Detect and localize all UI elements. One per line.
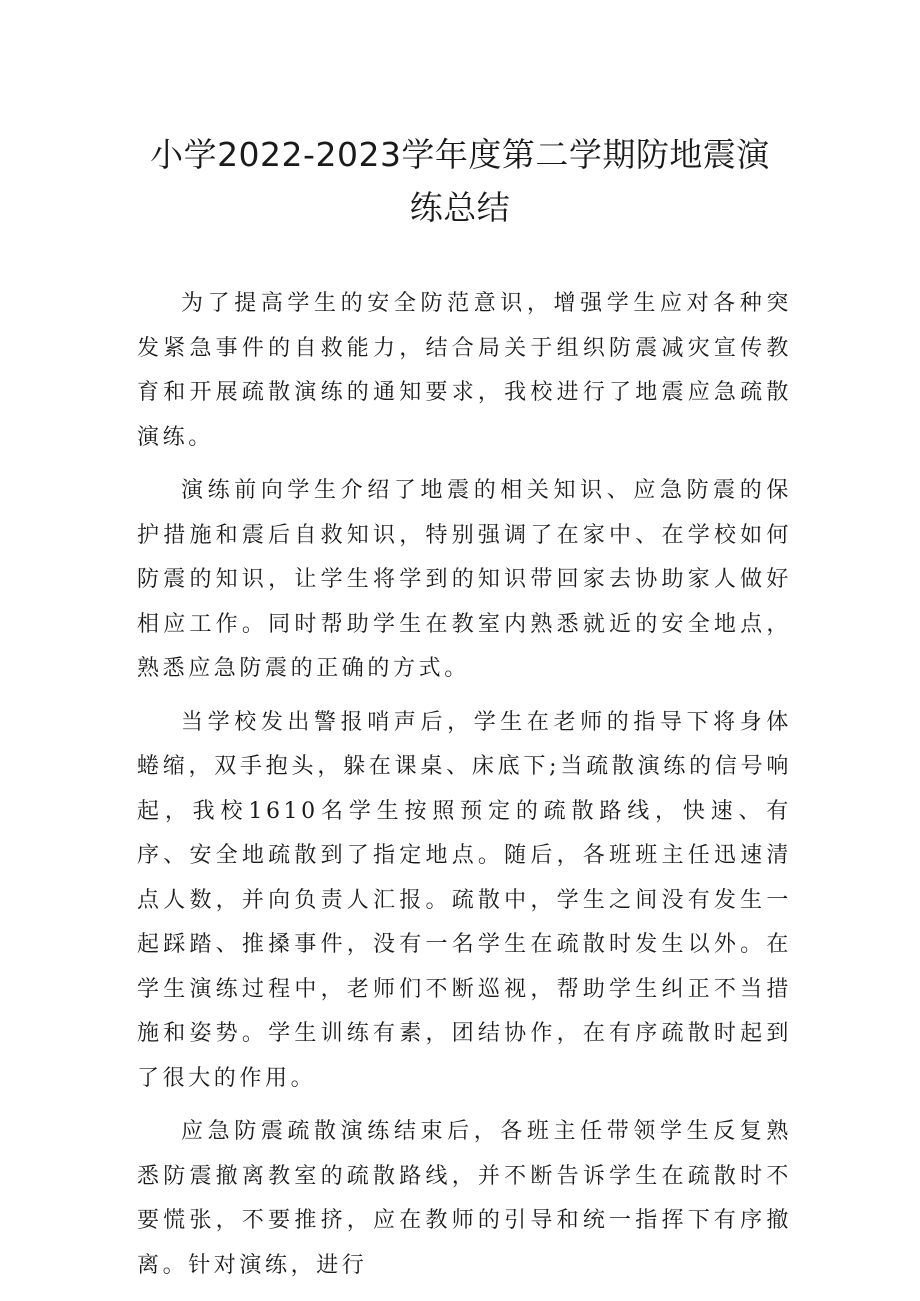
paragraph-3: 当学校发出警报哨声后，学生在老师的指导下将身体蜷缩，双手抱头，躲在课桌、床底下;当疏散演练的信号响起，我校1610名学生按照预定的疏散路线，快速、有序、安全地疏散到了指定地点。随后，各班班主任迅速清点人数，并向负责人汇报。疏散中，学生之间没有发生一起踩踏、推搡事件，没有一名学生在疏散时发生以外。在学生演练过程中，老师们不断巡视，帮助学生纠正不当措施和姿势。学生训练有素，团结协作，在有序疏散时起到了很大的作用。 xyxy=(137,709,792,1091)
document-title xyxy=(140,128,780,234)
paragraph-4: 应急防震疏散演练结束后，各班主任带领学生反复熟悉防震撤离教室的疏散路线，并不断告诉学生在疏散时不要慌张，不要推挤，应在教师的引导和统一指挥下有序撤离。针对演练，进行 xyxy=(137,1119,792,1278)
title-line-1: 小学2022-2023学年度第二学期防地震演 xyxy=(150,135,770,174)
document-body xyxy=(137,282,792,1288)
paragraph-2: 演练前向学生介绍了地震的相关知识、应急防震的保护措施和震后自救知识，特别强调了在家中、在学校如何防震的知识，让学生将学到的知识带回家去协助家人做好相应工作。同时帮助学生在教室内熟悉就近的安全地点，熟悉应急防震的正确的方式。 xyxy=(137,478,792,681)
title-line-2: 练总结 xyxy=(409,188,511,227)
paragraph-1: 为了提高学生的安全防范意识，增强学生应对各种突发紧急事件的自救能力，结合局关于组织防震减灾宣传教育和开展疏散演练的通知要求，我校进行了地震应急疏散演练。 xyxy=(137,291,792,450)
